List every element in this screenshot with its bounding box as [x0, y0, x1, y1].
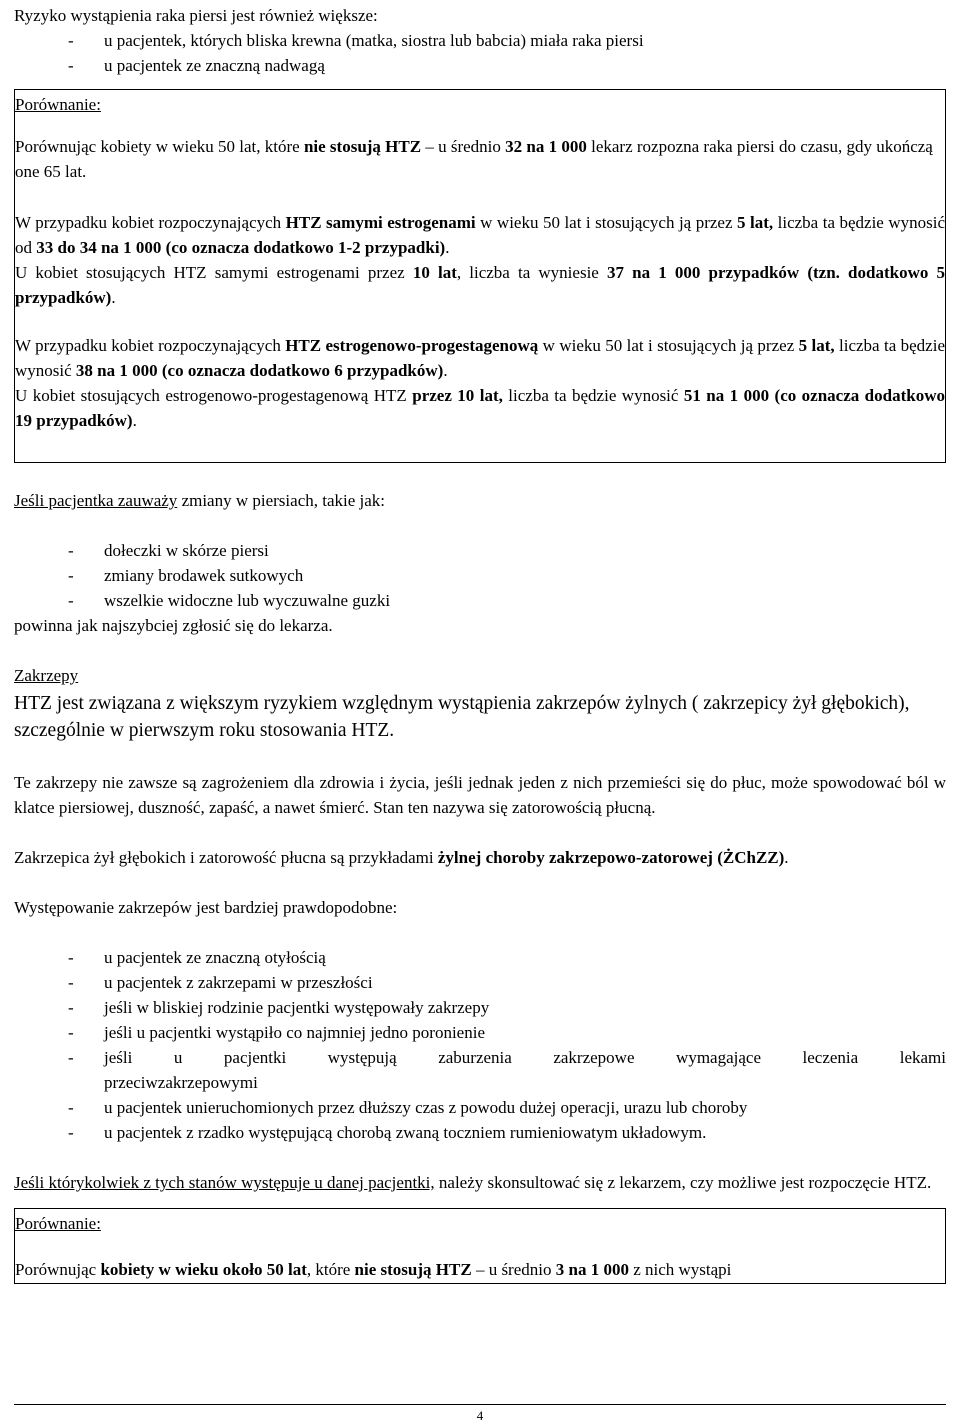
page-number: 4 — [476, 1408, 484, 1423]
risk-list — [14, 28, 946, 78]
list-item: - u pacjentek z rzadko występującą chorobą zwaną toczniem rumieniowatym układowym. — [14, 1120, 946, 1145]
list-item: - jeśli w bliskiej rodzinie pacjentki występowały zakrzepy — [14, 995, 946, 1020]
clots-paragraph: Te zakrzepy nie zawsze są zagrożeniem dla zdrowia i życia, jeśli jednak jeden z nich przemieści się do płuc, może spowodować ból w klatce piersiowej, duszność, zapaść, a nawet śmierć. Stan ten nazywa się zatorowością płucną. — [14, 773, 946, 817]
comparison-box — [14, 1208, 946, 1284]
comparison-paragraph: Porównując kobiety w wieku około 50 lat, które nie stosują HTZ – u średnio 3 na 1 000 z nich wystąpi — [15, 1260, 732, 1279]
comparison-paragraph: W przypadku kobiet rozpoczynających HTZ samymi estrogenami w wieku 50 lat i stosujących ją przez 5 lat, liczba ta będzie wynosić od 33 do 34 na 1 000 (co oznacza dodatkowo 1-2 przypadki). — [15, 213, 945, 257]
comparison-box — [14, 89, 946, 463]
clots-risk-list — [14, 945, 946, 1145]
comparison-label: Porównanie: — [15, 1214, 101, 1233]
clots-paragraph: Zakrzepica żył głębokich i zatorowość płucna są przykładami żylnej choroby zakrzepowo-zatorowej (ŻChZZ). — [14, 848, 789, 867]
changes-closing: powinna jak najszybciej zgłosić się do lekarza. — [14, 616, 333, 635]
intro-line: Ryzyko wystąpienia raka piersi jest również większe: — [14, 6, 378, 25]
consult-paragraph: Jeśli którykolwiek z tych stanów występuje u danej pacjentki, należy skonsultować się z lekarzem, czy możliwe jest rozpoczęcie HTZ. — [14, 1173, 932, 1192]
comparison-paragraph: Porównując kobiety w wieku 50 lat, które nie stosują HTZ – u średnio 32 na 1 000 lekarz rozpozna raka piersi do czasu, gdy ukończą one 65 lat. — [15, 137, 933, 181]
list-item: - u pacjentek, których bliska krewna (matka, siostra lub babcia) miała raka piersi — [14, 28, 946, 53]
list-item: - jeśli u pacjentki występują zaburzenia zakrzepowe wymagające leczenia lekami — [14, 1045, 946, 1070]
clots-likely-intro: Występowanie zakrzepów jest bardziej prawdopodobne: — [14, 898, 398, 917]
list-item: - zmiany brodawek sutkowych — [14, 563, 946, 588]
comparison-paragraph: W przypadku kobiet rozpoczynających HTZ estrogenowo-progestagenową w wieku 50 lat i stosujących ją przez 5 lat, liczba ta będzie wynosić 38 na 1 000 (co oznacza dodatkowo 6 przypadków). — [15, 336, 945, 380]
comparison-paragraph: U kobiet stosujących estrogenowo-progestagenową HTZ przez 10 lat, liczba ta będzie wynosić 51 na 1 000 (co oznacza dodatkowo 19 przypadków). — [15, 386, 945, 430]
list-item: - u pacjentek unieruchomionych przez dłuższy czas z powodu dużej operacji, urazu lub choroby — [14, 1095, 946, 1120]
list-item: - dołeczki w skórze piersi — [14, 538, 946, 563]
comparison-label: Porównanie: — [15, 95, 101, 114]
list-item: - u pacjentek ze znaczną otyłością — [14, 945, 946, 970]
changes-list — [14, 538, 946, 613]
comparison-paragraph: U kobiet stosujących HTZ samymi estrogenami przez 10 lat, liczba ta wyniesie 37 na 1 000 przypadków (tzn. dodatkowo 5 przypadków). — [15, 263, 946, 307]
list-item: - u pacjentek z zakrzepami w przeszłości — [14, 970, 946, 995]
footer-rule — [14, 1404, 946, 1405]
section-heading-zakrzepy: Zakrzepy — [14, 666, 79, 685]
list-item-continuation: przeciwzakrzepowymi — [104, 1073, 258, 1092]
document-page — [14, 0, 946, 1284]
changes-intro: Jeśli pacjentka zauważy zmiany w piersiach, takie jak: — [14, 491, 386, 510]
clots-paragraph: HTZ jest związana z większym ryzykiem względnym wystąpienia zakrzepów żylnych ( zakrzepicy żył głębokich), szczególnie w pierwszym roku stosowania HTZ. — [14, 693, 910, 741]
list-item: - u pacjentek ze znaczną nadwagą — [14, 53, 946, 78]
list-item: - wszelkie widoczne lub wyczuwalne guzki — [14, 588, 946, 613]
list-item: - jeśli u pacjentki wystąpiło co najmniej jedno poronienie — [14, 1020, 946, 1045]
